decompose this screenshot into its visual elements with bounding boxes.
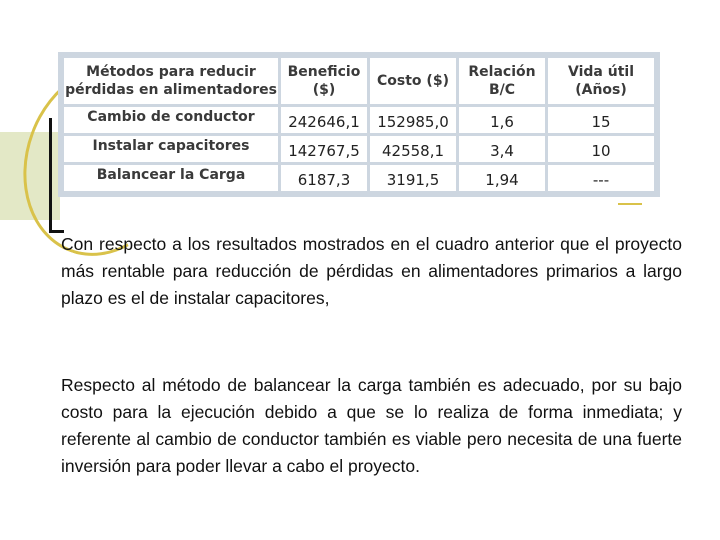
header-cost: Costo ($) [370, 58, 456, 104]
cell-life: 10 [548, 136, 654, 162]
cell-life: 15 [548, 107, 654, 133]
cell-ratio: 1,6 [459, 107, 545, 133]
cell-ratio: 3,4 [459, 136, 545, 162]
header-life: Vida útil (Años) [548, 58, 654, 104]
cell-method: Balancear la Carga [64, 165, 278, 191]
cell-method: Cambio de conductor [64, 107, 278, 133]
header-benefit: Beneficio ($) [281, 58, 367, 104]
comparison-table-frame [58, 52, 660, 197]
cell-ratio: 1,94 [459, 165, 545, 191]
conclusion-paragraph-1: Con respecto a los resultados mostrados en el cuadro anterior que el proyecto más rentable para reducción de pérdidas en alimentadores primarios a largo plazo es el de instalar capacitores, [61, 234, 682, 308]
cell-cost: 3191,5 [370, 165, 456, 191]
header-ratio: Relación B/C [459, 58, 545, 104]
comparison-table [61, 55, 657, 194]
table-row [64, 136, 654, 162]
table-row [64, 107, 654, 133]
cell-life: --- [548, 165, 654, 191]
cell-benefit: 6187,3 [281, 165, 367, 191]
cell-cost: 152985,0 [370, 107, 456, 133]
table-row [64, 165, 654, 191]
decorative-dash [618, 203, 642, 205]
conclusion-paragraph-2: Respecto al método de balancear la carga también es adecuado, por su bajo costo para la ejecución debido a que se lo realiza de forma inmediata; y referente al cambio de conductor también es viable pero necesita de una fuerte inversión para poder llevar a cabo el proyecto. [61, 375, 682, 476]
cell-method: Instalar capacitores [64, 136, 278, 162]
cell-benefit: 242646,1 [281, 107, 367, 133]
cell-cost: 42558,1 [370, 136, 456, 162]
table-header-row [64, 58, 654, 104]
header-method: Métodos para reducir pérdidas en alimentadores [64, 58, 278, 104]
cell-benefit: 142767,5 [281, 136, 367, 162]
